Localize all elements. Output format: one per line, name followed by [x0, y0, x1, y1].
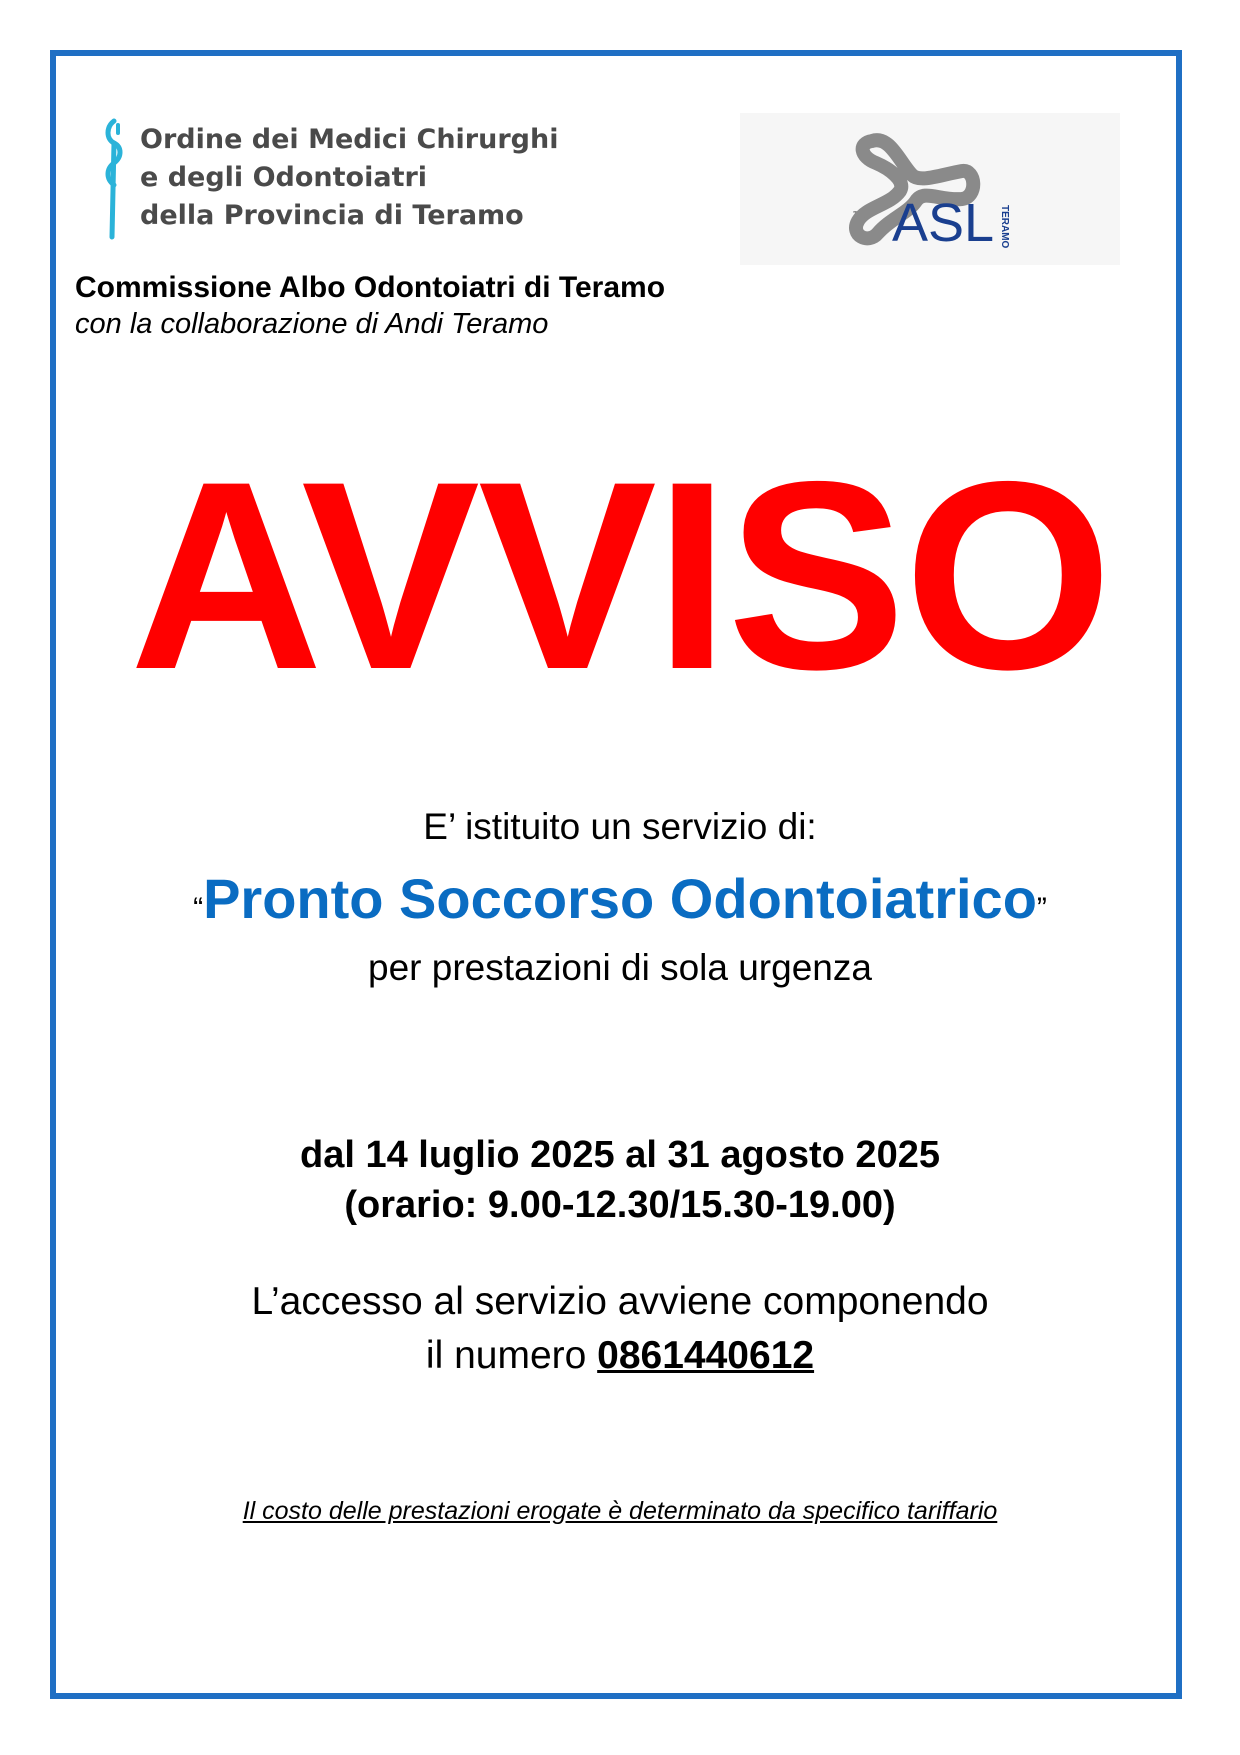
schedule-hours: (orario: 9.00-12.30/15.30-19.00)	[344, 1184, 896, 1226]
asl-teramo-logo	[740, 113, 1120, 265]
commissione-title: Commissione Albo Odontoiatri di Teramo	[75, 271, 666, 304]
service-purpose: per prestazioni di sola urgenza	[368, 947, 872, 988]
schedule-period: dal 14 luglio 2025 al 31 agosto 2025	[300, 1134, 940, 1176]
asl-number: 106	[852, 210, 873, 221]
open-quote: “	[193, 892, 204, 925]
access-line-2	[0, 1329, 1240, 1383]
phone-number[interactable]: 0861440612	[597, 1334, 815, 1377]
service-intro: E’ istituito un servizio di:	[423, 806, 817, 847]
headline-avviso: AVVISO	[129, 425, 1111, 725]
close-quote: ”	[1036, 892, 1047, 925]
commissione-header	[75, 270, 665, 342]
ordine-medici-logo	[98, 113, 598, 243]
asl-city: TERAMO	[999, 205, 1010, 249]
ordine-line-1: Ordine dei Medici Chirurghi	[140, 124, 559, 155]
access-info	[0, 1275, 1240, 1383]
caduceus-icon	[98, 117, 132, 241]
schedule	[0, 1130, 1240, 1230]
commissione-subtitle: con la collaborazione di Andi Teramo	[75, 308, 549, 340]
access-prefix: il numero	[425, 1334, 587, 1377]
service-name: Pronto Soccorso Odontoiatrico	[203, 867, 1037, 930]
ordine-name	[140, 121, 558, 235]
ordine-line-2: e degli Odontoiatri	[140, 162, 428, 193]
cost-note: Il costo delle prestazioni erogate è determinato da specifico tariffario	[242, 1497, 998, 1525]
asl-brand: ASL	[892, 193, 995, 253]
access-line-1: L’accesso al servizio avviene componendo	[251, 1280, 989, 1323]
service-title	[0, 866, 1240, 942]
ordine-line-3: della Provincia di Teramo	[140, 200, 524, 231]
